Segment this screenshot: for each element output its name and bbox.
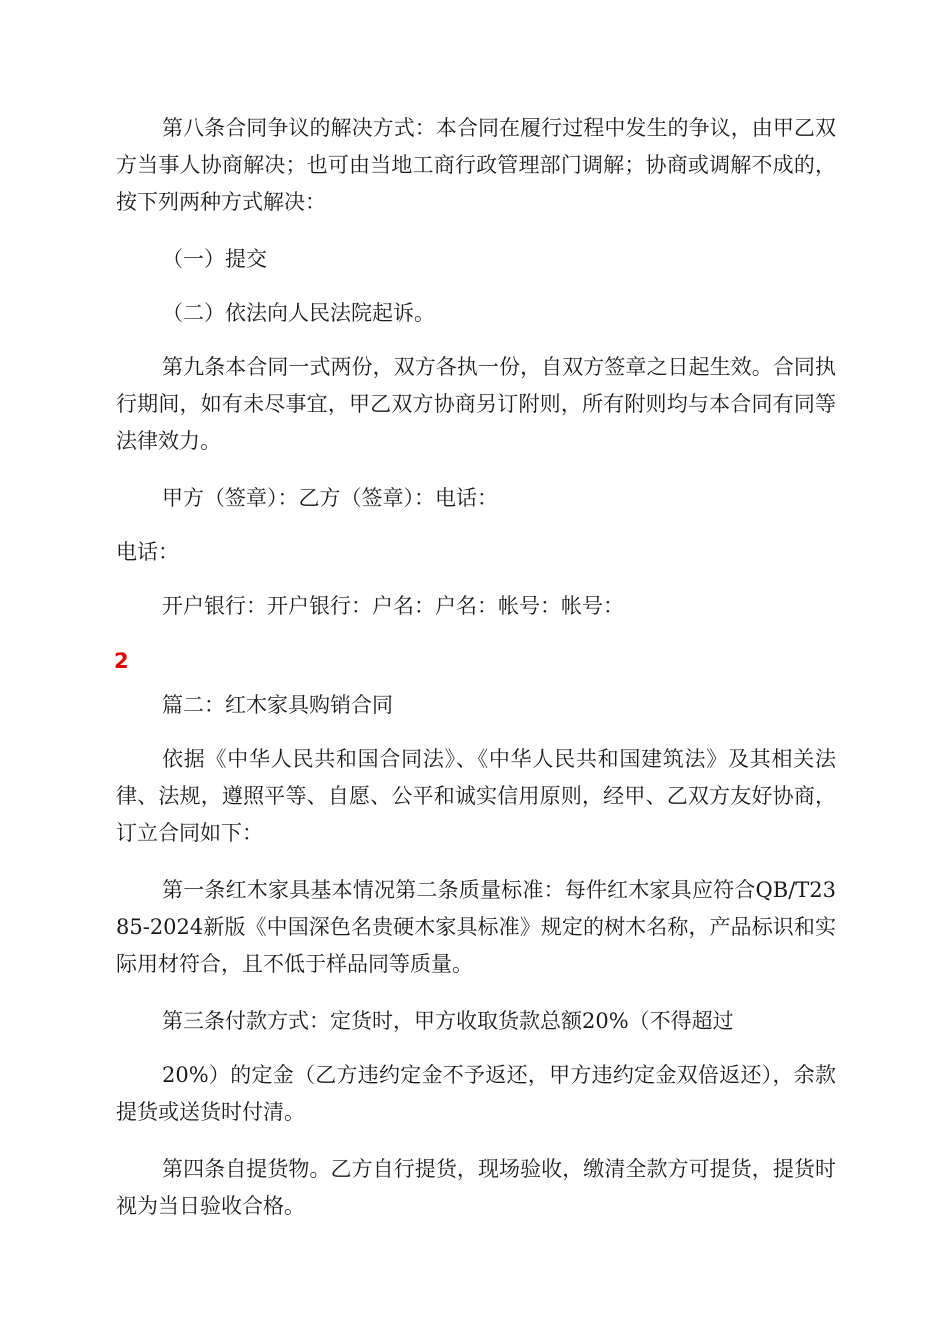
article-3-continued: 20%）的定金（乙方违约定金不予返还，甲方违约定金双倍返还），余款提货或送货时付清。	[116, 1063, 836, 1124]
article-3-paragraph: 第三条付款方式：定货时，甲方收取货款总额20%（不得超过	[162, 1009, 734, 1033]
phone-line: 电话：	[116, 540, 179, 564]
section-2-title: 篇二：红木家具购销合同	[162, 693, 393, 717]
option-2-paragraph: （二）依法向人民法院起诉。	[162, 301, 435, 325]
bank-line: 开户银行：开户银行：户名：户名：帐号：帐号：	[162, 594, 624, 618]
signature-line: 甲方（签章）：乙方（签章）：电话：	[162, 486, 498, 510]
article-8-paragraph: 第八条合同争议的解决方式：本合同在履行过程中发生的争议，由甲乙双方当事人协商解决；也可由当地工商行政管理部门调解；协商或调解不成的，按下列两种方式解决：	[116, 116, 836, 214]
page-marker: 2	[114, 649, 129, 673]
article-1-paragraph: 第一条红木家具基本情况第二条质量标准：每件红木家具应符合QB/T2385-2024新版《中国深色名贵硬木家具标准》规定的树木名称，产品标识和实际用材符合，且不低于样品同等质量。	[116, 878, 836, 976]
basis-paragraph: 依据《中华人民共和国合同法》、《中华人民共和国建筑法》及其相关法律、法规，遵照平等、自愿、公平和诚实信用原则，经甲、乙双方友好协商，订立合同如下：	[116, 747, 836, 845]
option-1-paragraph: （一）提交	[162, 247, 267, 271]
article-4-paragraph: 第四条自提货物。乙方自行提货，现场验收，缴清全款方可提货，提货时视为当日验收合格。	[116, 1157, 836, 1218]
article-9-paragraph: 第九条本合同一式两份，双方各执一份，自双方签章之日起生效。合同执行期间，如有未尽事宜，甲乙双方协商另订附则，所有附则均与本合同有同等法律效力。	[116, 355, 836, 453]
